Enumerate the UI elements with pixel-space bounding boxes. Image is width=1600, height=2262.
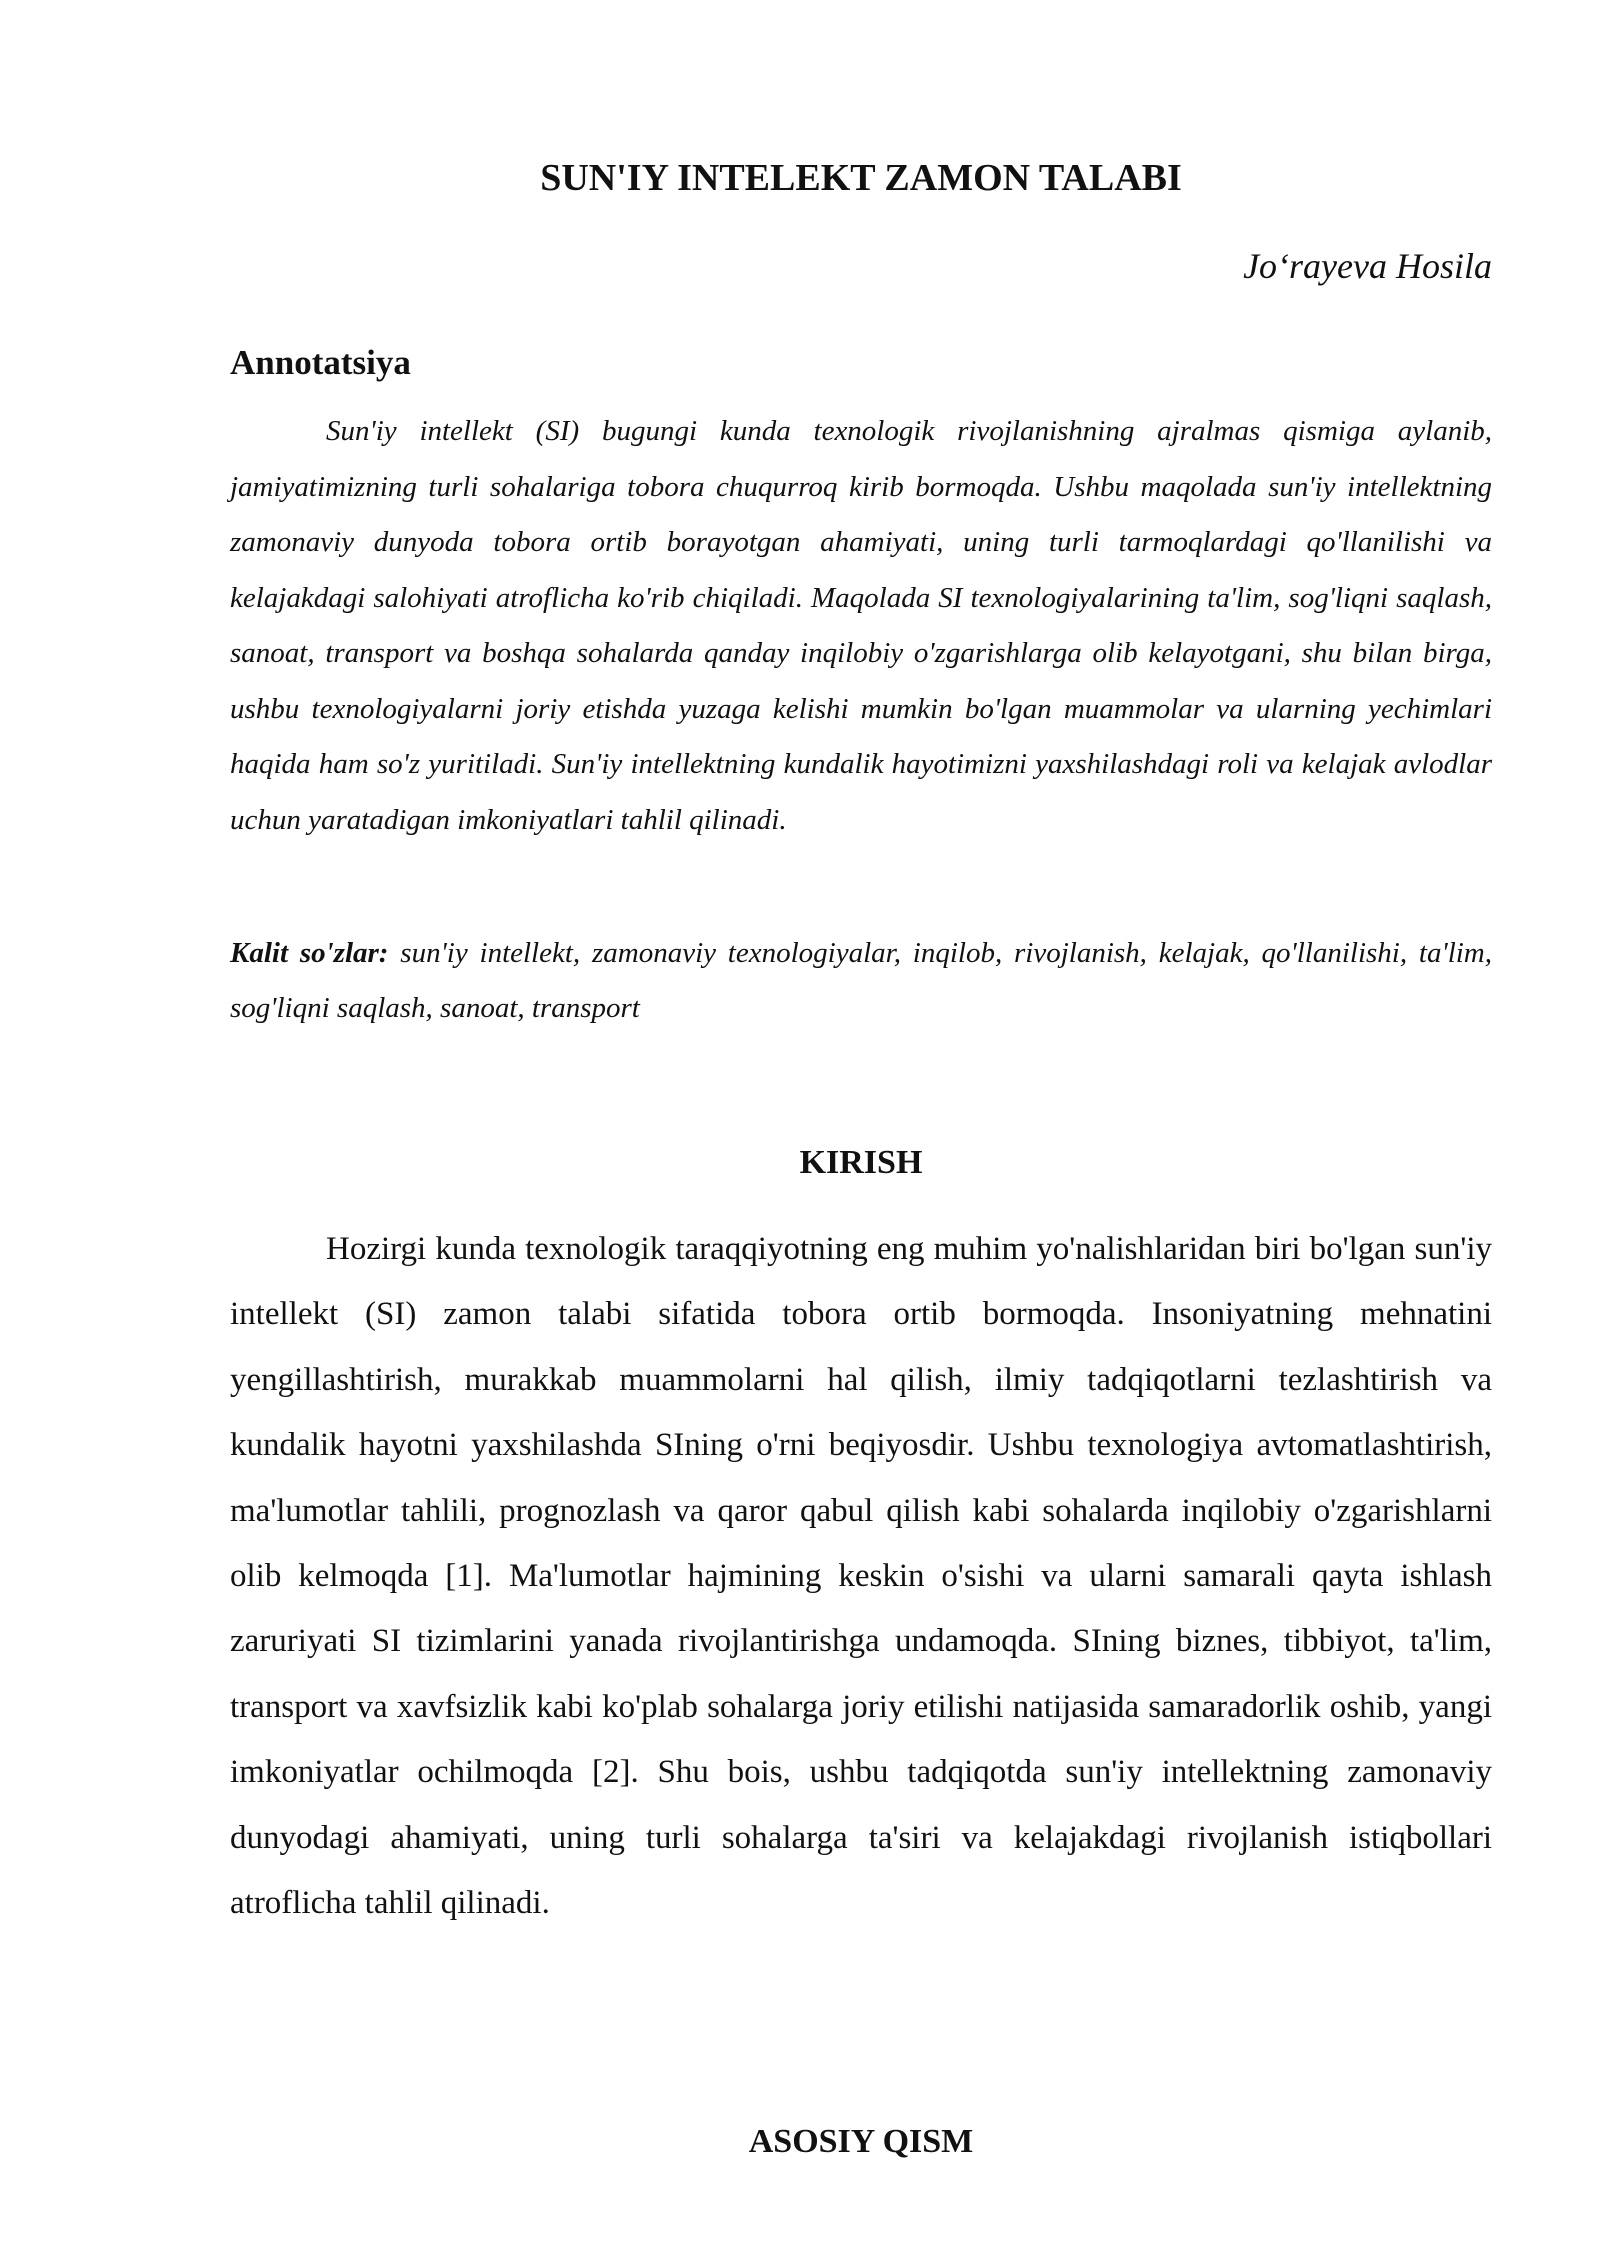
section-heading-asosiy-qism: ASOSIY QISM: [748, 2123, 974, 2160]
document-title: SUN'IY INTELEKT ZAMON TALABI: [540, 157, 1182, 199]
keywords-paragraph: [230, 926, 1492, 1036]
author-name: Jo‘rayeva Hosila: [1243, 246, 1492, 286]
keywords-text: sun'iy intellekt, zamonaviy texnologiyalar, inqilob, rivojlanish, kelajak, qo'llanilishi, ta'lim, sog'liqni saqlash, sanoat, transport: [230, 937, 1492, 1024]
annotation-heading: Annotatsiya: [230, 343, 411, 382]
section-heading-kirish: KIRISH: [799, 1144, 923, 1181]
keywords-label: Kalit so'zlar:: [230, 937, 389, 969]
annotation-text: Sun'iy intellekt (SI) bugungi kunda texnologik rivojlanishning ajralmas qismiga aylanib, jamiyatimizning turli sohalariga tobora chuqurroq kirib bormoqda. Ushbu maqolada sun'iy intellektning zamonaviy dunyoda tobora ortib borayotgan ahamiyati, uning turli tarmoqlardagi qo'llanilishi va kelajakdagi salohiyati atroflicha ko'rib chiqiladi. Maqolada SI texnologiyalarining ta'lim, sog'liqni saqlash, sanoat, transport va boshqa sohalarda qanday inqilobiy o'zgarishlarga olib kelayotgani, shu bilan birga, ushbu texnologiyalarni joriy etishda yuzaga kelishi mumkin bo'lgan muammolar va ularning yechimlari haqida ham so'z yuritiladi. Sun'iy intellektning kundalik hayotimizni yaxshilashdagi roli va kelajak avlodlar uchun yaratadigan imkoniyatlari tahlil qilinadi.: [230, 415, 1492, 836]
document-page: [230, 0, 1492, 2262]
intro-paragraph: Hozirgi kunda texnologik taraqqiyotning eng muhim yo'nalishlaridan biri bo'lgan sun'iy intellekt (SI) zamon talabi sifatida tobora ortib bormoqda. Insoniyatning mehnatini yengillashtirish, murakkab muammolarni hal qilish, ilmiy tadqiqotlarni tezlashtirish va kundalik hayotni yaxshilashda SIning o'rni beqiyosdir. Ushbu texnologiya avtomatlashtirish, ma'lumotlar tahlili, prognozlash va qaror qabul qilish kabi sohalarda inqilobiy o'zgarishlarni olib kelmoqda [1]. Ma'lumotlar hajmining keskin o'sishi va ularni samarali qayta ishlash zaruriyati SI tizimlarini yanada rivojlantirishga undamoqda. SIning biznes, tibbiyot, ta'lim, transport va xavfsizlik kabi ko'plab sohalarga joriy etilishi natijasida samaradorlik oshib, yangi imkoniyatlar ochilmoqda [2]. Shu bois, ushbu tadqiqotda sun'iy intellektning zamonaviy dunyodagi ahamiyati, uning turli sohalarga ta'siri va kelajakdagi rivojlanish istiqbollari atroflicha tahlil qilinadi.: [230, 1231, 1492, 1922]
